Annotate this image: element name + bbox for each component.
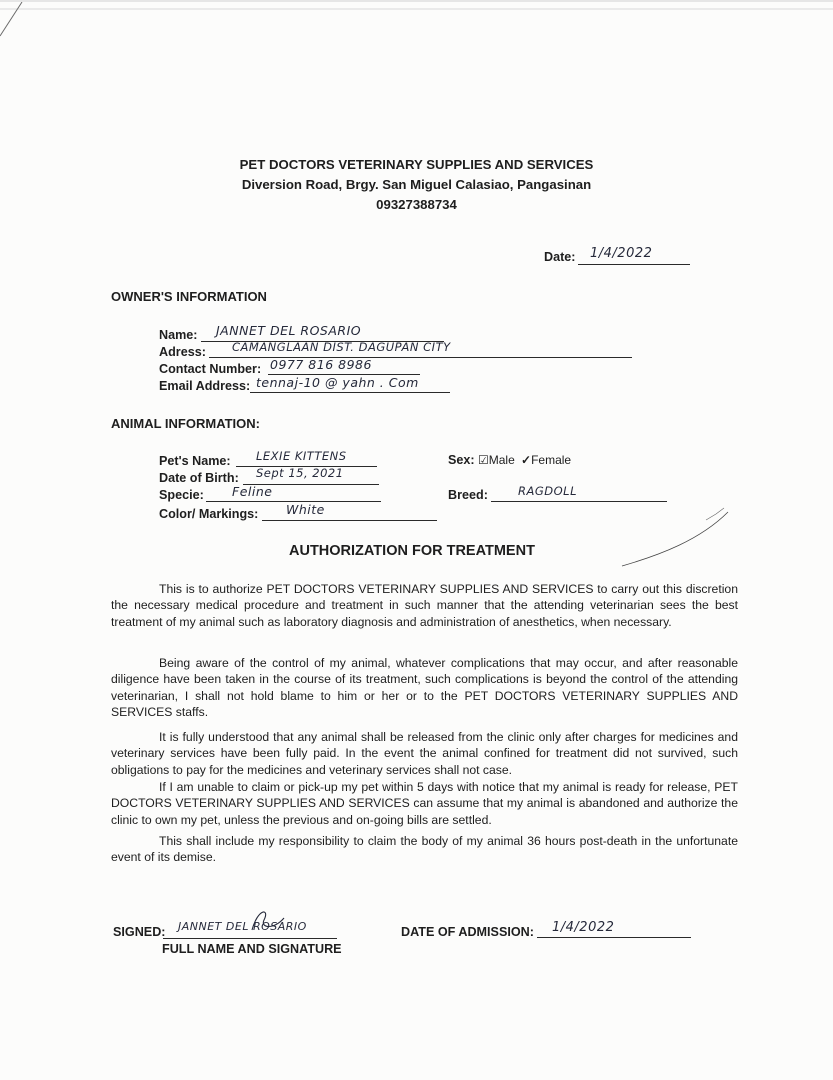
signature-underline xyxy=(163,938,337,939)
business-address: Diversion Road, Brgy. San Miguel Calasiao, Pangasinan xyxy=(241,177,592,192)
date-underline xyxy=(578,264,690,265)
owner-email-value: tennaj-10 @ yahn . Com xyxy=(256,375,419,390)
owner-info-heading: OWNER'S INFORMATION xyxy=(111,289,267,304)
sex-female-label: Female xyxy=(531,453,572,467)
animal-info-heading: ANIMAL INFORMATION: xyxy=(111,416,260,431)
owner-address-value: CAMANGLAAN DIST. DAGUPAN CITY xyxy=(232,340,451,354)
signature-caption: FULL NAME AND SIGNATURE xyxy=(162,942,342,956)
admission-date-underline xyxy=(537,937,691,938)
admission-date-value: 1/4/2022 xyxy=(552,920,615,935)
color-underline xyxy=(262,520,437,521)
authorization-paragraph-2: Being aware of the control of my animal, whatever complications that may occur, and after reasonable diligence have been taken in the course of its treatment, such complications is beyond the control of the attending veterinarian, I shall not hold blame to him or her or to the PET DOCTORS VETERINARY SUPPLIES AND SERVICES staffs. xyxy=(111,656,738,720)
business-name: PET DOCTORS VETERINARY SUPPLIES AND SERVICES xyxy=(239,157,594,172)
admission-date-label: DATE OF ADMISSION: xyxy=(401,925,534,939)
breed-value: RAGDOLL xyxy=(518,484,577,498)
breed-underline xyxy=(491,501,667,502)
sex-label: Sex: xyxy=(448,453,475,467)
pet-name-label: Pet's Name: xyxy=(159,454,231,468)
owner-email-label: Email Address: xyxy=(159,379,251,393)
owner-name-value: JANNET DEL ROSARIO xyxy=(216,323,362,338)
female-check-icon: ✓ xyxy=(521,453,532,467)
breed-label: Breed: xyxy=(448,488,488,502)
date-label: Date: xyxy=(544,250,576,264)
authorization-paragraph-4: If I am unable to claim or pick-up my pet within 5 days with notice that my animal is ready for release, PET DOCTORS VETERINARY SUPPLIES AND SERVICES can assume that my animal is abandoned and authorize the clinic to own my pet, unless the previous and on-going bills are settled. xyxy=(111,780,738,827)
owner-contact-value: 0977 816 8986 xyxy=(270,357,372,372)
sex-male-option xyxy=(478,453,515,467)
dob-label: Date of Birth: xyxy=(159,471,239,485)
authorization-paragraph-5: This shall include my responsibility to claim the body of my animal 36 hours post-death in the unfortunate event of its demise. xyxy=(111,834,738,865)
business-phone: 09327388734 xyxy=(376,197,457,212)
specie-label: Specie: xyxy=(159,488,204,502)
authorization-paragraph-1: This is to authorize PET DOCTORS VETERINARY SUPPLIES AND SERVICES to carry out this discretion the necessary medical procedure and treatment in such manner that the attending veterinarian sees the best treatment of my animal such as laboratory diagnosis and administration of anesthetics, when necessary. xyxy=(111,582,738,629)
authorization-paragraph-3: It is fully understood that any animal shall be released from the clinic only after charges for medicines and veterinary services have been fully paid. In the event the animal confined for treatment did not survived, such obligations to pay for the medicines and veterinary services shall not case. xyxy=(111,730,738,777)
specie-value: Feline xyxy=(232,484,273,499)
color-label: Color/ Markings: xyxy=(159,507,259,521)
owner-email-underline xyxy=(250,392,450,393)
signature-flourish xyxy=(248,906,288,936)
owner-address-label: Adress: xyxy=(159,345,206,359)
date-value: 1/4/2022 xyxy=(590,246,653,261)
signed-label: SIGNED: xyxy=(113,925,166,939)
sex-male-label: Male xyxy=(488,453,515,467)
sex-female-option xyxy=(521,453,571,467)
owner-contact-label: Contact Number: xyxy=(159,362,262,376)
male-checkbox-icon: ☑ xyxy=(478,453,489,467)
dob-value: Sept 15, 2021 xyxy=(256,466,344,480)
pet-name-value: LEXIE KITTENS xyxy=(256,449,347,463)
authorization-title: AUTHORIZATION FOR TREATMENT xyxy=(289,543,535,559)
signature-value: JANNET DEL ROSARIO xyxy=(178,920,307,933)
owner-name-label: Name: xyxy=(159,328,198,342)
color-value: White xyxy=(286,502,325,517)
